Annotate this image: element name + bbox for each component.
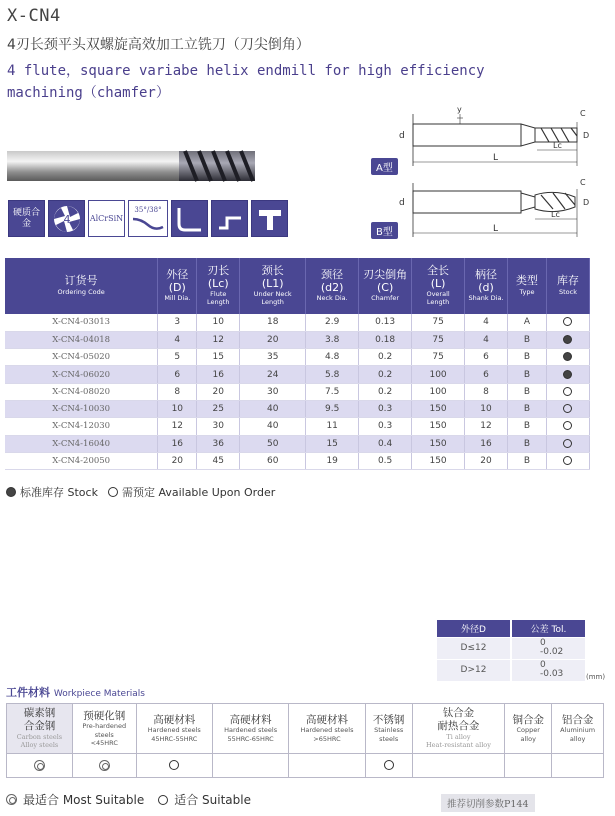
workpiece-title: 工件材料 Workpiece Materials bbox=[6, 686, 145, 699]
order-open-dot-icon bbox=[563, 421, 572, 430]
tol-header-tol: 公差 Tol. bbox=[511, 620, 585, 637]
dim-lc-label-b: Lc bbox=[551, 210, 560, 219]
cell-d2: 11 bbox=[306, 418, 359, 435]
cell-d: 16 bbox=[465, 435, 508, 452]
cell-d: 12 bbox=[158, 418, 197, 435]
workpiece-rating bbox=[72, 754, 136, 778]
drawing-type-a bbox=[385, 104, 595, 174]
cell-type: B bbox=[508, 400, 547, 417]
col-chamfer: 刃尖倒角 (C) Chamfer bbox=[359, 258, 412, 314]
cell-l1: 35 bbox=[240, 349, 306, 366]
drawing-type-b bbox=[385, 175, 595, 245]
profile-icon bbox=[171, 200, 208, 237]
cell-d2: 15 bbox=[306, 435, 359, 452]
workpiece-rating bbox=[212, 754, 288, 778]
cell-lc: 10 bbox=[197, 314, 240, 331]
cell-l1: 20 bbox=[240, 331, 306, 348]
cell-d: 20 bbox=[158, 452, 197, 469]
order-open-dot-icon bbox=[563, 387, 572, 396]
chamfer-corner-icon bbox=[251, 200, 288, 237]
dim-L-label: L bbox=[493, 153, 499, 163]
product-title-en-line2: machining（chamfer） bbox=[7, 85, 170, 101]
feature-icons bbox=[8, 200, 288, 237]
workpiece-col: 铜合金 Copper alloy bbox=[505, 704, 552, 754]
stock-legend-label: 标准库存 Stock bbox=[20, 486, 98, 499]
cell-l: 150 bbox=[412, 452, 465, 469]
cell-d: 16 bbox=[158, 435, 197, 452]
dim-d-label-b: d bbox=[399, 198, 405, 208]
cell-code: X-CN4-20050 bbox=[5, 452, 158, 469]
cell-stock bbox=[546, 452, 589, 469]
cell-type: B bbox=[508, 452, 547, 469]
cell-d2: 3.8 bbox=[306, 331, 359, 348]
cell-l1: 30 bbox=[240, 383, 306, 400]
col-ordering-code: 订货号 Ordering Code bbox=[5, 258, 158, 314]
cell-l: 75 bbox=[412, 331, 465, 348]
cell-l: 75 bbox=[412, 349, 465, 366]
cell-d: 4 bbox=[465, 331, 508, 348]
tol-row bbox=[437, 659, 585, 681]
cell-l: 100 bbox=[412, 383, 465, 400]
cell-l1: 50 bbox=[240, 435, 306, 452]
table-row bbox=[5, 331, 590, 348]
product-title-cn: 4刃长颈平头双螺旋高效加工立铣刀（刀尖倒角） bbox=[7, 37, 310, 53]
table-row bbox=[5, 349, 590, 366]
dim-c-label: C bbox=[580, 109, 586, 118]
cell-c: 0.5 bbox=[359, 452, 412, 469]
cell-stock bbox=[546, 331, 589, 348]
dim-lc-label: Lc bbox=[553, 141, 562, 150]
most-suitable-icon bbox=[6, 794, 17, 805]
type-b-tag: B型 bbox=[371, 222, 398, 239]
cell-stock bbox=[546, 349, 589, 366]
tol-row bbox=[437, 637, 585, 659]
stock-filled-dot-icon bbox=[563, 335, 572, 344]
col-mill-dia: 外径 (D) Mill Dia. bbox=[158, 258, 197, 314]
cell-d: 10 bbox=[465, 400, 508, 417]
workpiece-col: 铝合金 Aluminium alloy bbox=[552, 704, 604, 754]
suitable-icon bbox=[169, 760, 179, 770]
workpiece-col: 不锈钢 Stainless steels bbox=[365, 704, 412, 754]
cell-l1: 40 bbox=[240, 400, 306, 417]
dim-c-label-b: C bbox=[580, 178, 586, 187]
workpiece-col: 预硬化钢 Pre-hardened steels <45HRC bbox=[72, 704, 136, 754]
cell-d: 4 bbox=[158, 331, 197, 348]
col-shank-dia: 柄径 (d) Shank Dia. bbox=[465, 258, 508, 314]
product-model: X-CN4 bbox=[7, 6, 61, 26]
cell-lc: 15 bbox=[197, 349, 240, 366]
suitable-icon bbox=[384, 760, 394, 770]
cell-l: 150 bbox=[412, 400, 465, 417]
stock-filled-dot-icon bbox=[563, 352, 572, 361]
table-row bbox=[5, 418, 590, 435]
order-open-dot-icon bbox=[108, 487, 118, 497]
cutting-params-ref[interactable]: 推荐切削参数P144 bbox=[441, 794, 535, 812]
cell-c: 0.13 bbox=[359, 314, 412, 331]
cell-lc: 30 bbox=[197, 418, 240, 435]
cell-d: 8 bbox=[158, 383, 197, 400]
cell-d: 4 bbox=[465, 314, 508, 331]
cell-c: 0.18 bbox=[359, 331, 412, 348]
cell-lc: 16 bbox=[197, 366, 240, 383]
cell-c: 0.3 bbox=[359, 400, 412, 417]
cell-code: X-CN4-03013 bbox=[5, 314, 158, 331]
cell-stock bbox=[546, 435, 589, 452]
dim-D-label: D bbox=[583, 131, 590, 140]
cell-d: 20 bbox=[465, 452, 508, 469]
cell-c: 0.4 bbox=[359, 435, 412, 452]
four-flute-icon bbox=[48, 200, 85, 237]
cell-code: X-CN4-08020 bbox=[5, 383, 158, 400]
cell-l: 75 bbox=[412, 314, 465, 331]
table-row bbox=[5, 435, 590, 452]
cell-d2: 19 bbox=[306, 452, 359, 469]
suitable-label: 适合 Suitable bbox=[174, 793, 251, 807]
type-a-tag: A型 bbox=[371, 158, 398, 175]
col-stock: 库存 Stock bbox=[546, 258, 589, 314]
table-row bbox=[5, 366, 590, 383]
order-legend-label: 需预定 Available Upon Order bbox=[121, 486, 276, 499]
order-open-dot-icon bbox=[563, 404, 572, 413]
svg-text:4: 4 bbox=[63, 212, 70, 226]
order-open-dot-icon bbox=[563, 439, 572, 448]
col-overall-length: 全长 (L) Overall Length bbox=[412, 258, 465, 314]
cell-type: B bbox=[508, 383, 547, 400]
cell-c: 0.2 bbox=[359, 383, 412, 400]
workpiece-col: 碳素钢 合金钢 Carbon steels Alloy steels bbox=[7, 704, 73, 754]
table-row bbox=[5, 452, 590, 469]
cell-d2: 7.5 bbox=[306, 383, 359, 400]
dim-D-label-b: D bbox=[583, 198, 590, 207]
cell-lc: 45 bbox=[197, 452, 240, 469]
workpiece-table bbox=[6, 703, 604, 778]
cell-l: 150 bbox=[412, 435, 465, 452]
tool-photo bbox=[7, 148, 257, 184]
suitability-legend bbox=[6, 791, 251, 808]
most-suitable-icon bbox=[99, 760, 110, 771]
cell-lc: 25 bbox=[197, 400, 240, 417]
workpiece-rating bbox=[505, 754, 552, 778]
cell-type: B bbox=[508, 418, 547, 435]
workpiece-col: 高硬材料 Hardened steels >65HRC bbox=[289, 704, 365, 754]
dim-L-label-b: L bbox=[493, 224, 499, 234]
tol-value: 0 -0.02 bbox=[511, 637, 585, 659]
cell-stock bbox=[546, 383, 589, 400]
product-title-en-line1: 4 flute，square variabe helix endmill for high efficiency bbox=[7, 63, 485, 79]
col-neck-dia: 颈径 (d2) Neck Dia. bbox=[306, 258, 359, 314]
cell-d: 3 bbox=[158, 314, 197, 331]
cell-type: B bbox=[508, 331, 547, 348]
tol-header-dia: 外径D bbox=[437, 620, 511, 637]
workpiece-col: 钛合金 耐热合金 Ti alloy Heat-resistant alloy bbox=[412, 704, 505, 754]
cell-d2: 9.5 bbox=[306, 400, 359, 417]
cell-l1: 24 bbox=[240, 366, 306, 383]
cell-l: 150 bbox=[412, 418, 465, 435]
cell-d2: 5.8 bbox=[306, 366, 359, 383]
tol-range: D≤12 bbox=[437, 637, 511, 659]
stock-legend bbox=[6, 484, 275, 500]
workpiece-col: 高硬材料 Hardened steels 45HRC-55HRC bbox=[136, 704, 212, 754]
cell-code: X-CN4-16040 bbox=[5, 435, 158, 452]
coating-icon: AlCrSiN bbox=[88, 200, 125, 237]
workpiece-rating bbox=[7, 754, 73, 778]
tol-unit: (mm) bbox=[586, 673, 606, 681]
cell-d: 12 bbox=[465, 418, 508, 435]
cell-type: B bbox=[508, 349, 547, 366]
workpiece-rating bbox=[289, 754, 365, 778]
cell-lc: 12 bbox=[197, 331, 240, 348]
cell-l1: 40 bbox=[240, 418, 306, 435]
cell-stock bbox=[546, 418, 589, 435]
order-open-dot-icon bbox=[563, 456, 572, 465]
cell-l1: 18 bbox=[240, 314, 306, 331]
spec-table bbox=[5, 258, 590, 470]
col-under-neck-length: 颈长 (L1) Under Neck Length bbox=[240, 258, 306, 314]
most-suitable-label: 最适合 Most Suitable bbox=[23, 793, 145, 807]
stock-filled-dot-icon bbox=[6, 487, 16, 497]
most-suitable-icon bbox=[34, 760, 45, 771]
helix-angle-icon: 35°/38° bbox=[128, 200, 168, 237]
cell-d: 6 bbox=[158, 366, 197, 383]
tolerance-table bbox=[437, 620, 585, 681]
cell-lc: 36 bbox=[197, 435, 240, 452]
cell-l: 100 bbox=[412, 366, 465, 383]
workpiece-rating bbox=[412, 754, 505, 778]
workpiece-rating bbox=[552, 754, 604, 778]
cell-stock bbox=[546, 400, 589, 417]
cell-type: B bbox=[508, 435, 547, 452]
cell-d: 10 bbox=[158, 400, 197, 417]
table-row bbox=[5, 383, 590, 400]
stock-filled-dot-icon bbox=[563, 370, 572, 379]
cell-c: 0.2 bbox=[359, 366, 412, 383]
table-row bbox=[5, 314, 590, 331]
cell-stock bbox=[546, 366, 589, 383]
cell-d: 5 bbox=[158, 349, 197, 366]
cell-d: 6 bbox=[465, 349, 508, 366]
cell-l1: 60 bbox=[240, 452, 306, 469]
cell-code: X-CN4-10030 bbox=[5, 400, 158, 417]
tol-value: 0 -0.03 bbox=[511, 659, 585, 681]
cell-d: 8 bbox=[465, 383, 508, 400]
square-end-icon bbox=[211, 200, 248, 237]
tol-range: D>12 bbox=[437, 659, 511, 681]
table-row bbox=[5, 400, 590, 417]
cell-stock bbox=[546, 314, 589, 331]
cell-d2: 4.8 bbox=[306, 349, 359, 366]
workpiece-rating bbox=[136, 754, 212, 778]
cell-c: 0.3 bbox=[359, 418, 412, 435]
cell-code: X-CN4-06020 bbox=[5, 366, 158, 383]
cell-c: 0.2 bbox=[359, 349, 412, 366]
cell-d2: 2.9 bbox=[306, 314, 359, 331]
suitable-icon bbox=[158, 795, 168, 805]
col-type: 类型 Type bbox=[508, 258, 547, 314]
col-flute-length: 刃长 (Lc) Flute Length bbox=[197, 258, 240, 314]
cell-code: X-CN4-05020 bbox=[5, 349, 158, 366]
order-open-dot-icon bbox=[563, 317, 572, 326]
cell-code: X-CN4-12030 bbox=[5, 418, 158, 435]
workpiece-rating bbox=[365, 754, 412, 778]
cell-code: X-CN4-04018 bbox=[5, 331, 158, 348]
cell-type: A bbox=[508, 314, 547, 331]
cell-type: B bbox=[508, 366, 547, 383]
workpiece-col: 高硬材料 Hardened steels 55HRC-65HRC bbox=[212, 704, 288, 754]
cell-lc: 20 bbox=[197, 383, 240, 400]
cell-d: 6 bbox=[465, 366, 508, 383]
dim-y-label: y bbox=[457, 105, 462, 114]
dim-d-label: d bbox=[399, 131, 405, 141]
spec-table-header-row bbox=[5, 258, 590, 314]
carbide-icon: 硬质合金 bbox=[8, 200, 45, 237]
